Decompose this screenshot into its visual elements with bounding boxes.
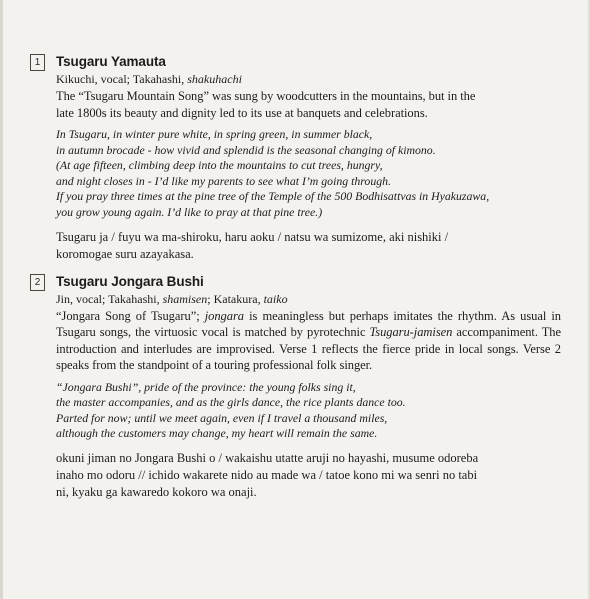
track-title: Tsugaru Yamauta xyxy=(56,54,166,69)
translation-line: Parted for now; until we meet again, even if I travel a thousand miles, xyxy=(56,410,388,425)
description-text: accompaniment. The introduction and interludes are improvised. Verse 1 reflects the fierce pride in local songs. Verse 2 speaks from the standpoint of a touring professional folk singer. xyxy=(56,325,561,373)
description-text: “Jongara Song of Tsugaru”; xyxy=(56,308,205,323)
translation-line: In Tsugaru, in winter pure white, in spring green, in summer black, xyxy=(56,127,373,141)
translation-line: you grow young again. I’d like to pray at that pine tree.) xyxy=(56,204,323,219)
track-title: Tsugaru Jongara Bushi xyxy=(56,273,204,289)
romaji-line: ni, kyaku ga kawaredo kokoro wa onaji. xyxy=(56,484,257,499)
translation-line: and night closes in - I’d like my parents to see what I’m going through. xyxy=(56,173,391,188)
track-description xyxy=(56,308,561,374)
translation-line: although the customers may change, my heart will remain the same. xyxy=(56,426,378,441)
track-number-box: 2 xyxy=(30,274,45,291)
credits-instrument: shamisen xyxy=(162,291,208,306)
credits-performers: Kikuchi, vocal; Takahashi, xyxy=(56,72,188,86)
translation-line: If you pray three times at the pine tree of the Temple of the 500 Bodhisattvas in Hyakuzawa, xyxy=(56,189,490,204)
translation-line: (At age fifteen, climbing deep into the mountains to cut trees, hungry, xyxy=(56,158,383,173)
track-number-box: 1 xyxy=(30,54,45,71)
romaji-line: okuni jiman no Jongara Bushi o / wakaishu utatte aruji no hayashi, musume odoreba xyxy=(56,450,479,465)
description-term: Tsugaru-jamisen xyxy=(369,325,453,340)
credits-instrument: shakuhachi xyxy=(187,72,242,86)
description-line: The “Tsugaru Mountain Song” was sung by woodcutters in the mountains, but in the xyxy=(56,89,476,103)
japanese-lyrics-romaji xyxy=(56,450,561,501)
credits-instrument: taiko xyxy=(263,291,288,306)
english-translation xyxy=(56,380,561,442)
romaji-line: koromogae suru azayakasa. xyxy=(56,246,194,261)
page-edge-left xyxy=(0,0,3,599)
track-header xyxy=(34,272,561,292)
track-header xyxy=(34,52,561,72)
translation-line: “Jongara Bushi”, pride of the province: the young folks sing it, xyxy=(56,379,356,394)
translation-line: in autumn brocade - how vivid and splendid is the seasonal changing of kimono. xyxy=(56,142,436,157)
description-line: late 1800s its beauty and dignity led to its use at banquets and celebrations. xyxy=(56,105,428,120)
romaji-line: Tsugaru ja / fuyu wa ma-shiroku, haru aoku / natsu wa sumizome, aki nishiki / xyxy=(56,229,449,244)
track-description xyxy=(56,88,561,121)
track-2 xyxy=(34,272,561,501)
track-credits xyxy=(56,292,561,307)
credits-part: Jin, vocal; Takahashi, xyxy=(56,291,163,306)
description-term: jongara xyxy=(204,308,244,323)
track-credits xyxy=(56,72,561,87)
track-1 xyxy=(34,52,561,263)
liner-notes-page xyxy=(34,52,561,501)
english-translation xyxy=(56,127,561,221)
japanese-lyrics-romaji xyxy=(56,229,561,263)
description-text: is meaningless but perhaps imitates the rhythm. As usual in Tsugaru songs, the virtuosic vocal is matched by pyrotechnic xyxy=(56,308,561,340)
translation-line: the master accompanies, and as the girls dance, the rice plants dance too. xyxy=(56,395,406,410)
romaji-line: inaho mo odoru // ichido wakarete nido au made wa / tatoe kono mi wa senri no tabi xyxy=(56,467,478,482)
credits-part: ; Katakura, xyxy=(207,291,264,306)
